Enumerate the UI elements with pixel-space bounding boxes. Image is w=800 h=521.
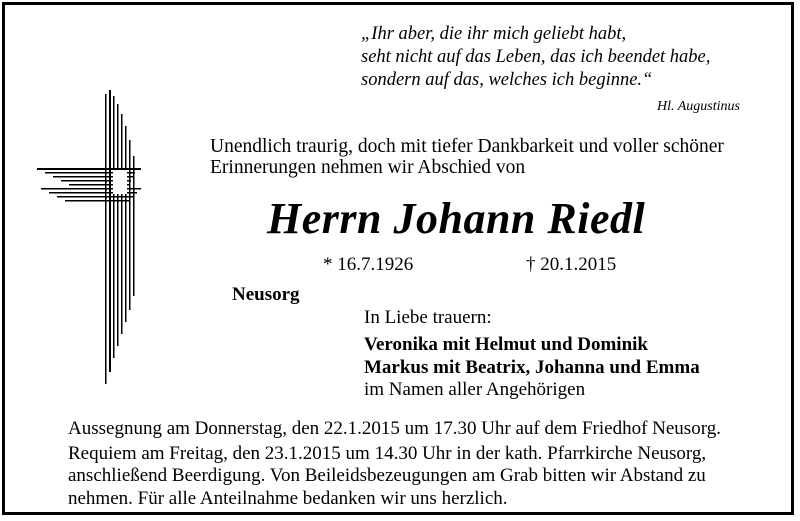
mourner-line: Veronika mit Helmut und Dominik: [364, 334, 648, 355]
deceased-name: Herrn Johann Riedl: [267, 194, 646, 243]
relatives-line: im Namen aller Angehörigen: [364, 379, 586, 400]
obituary-frame: [2, 2, 794, 515]
death-date: † 20.1.2015: [526, 254, 617, 275]
birth-date: * 16.7.1926: [323, 254, 414, 275]
quote: [361, 23, 710, 92]
requiem-notice: [68, 443, 706, 510]
quote-author: Hl. Augustinus: [657, 99, 740, 114]
requiem-line: anschließend Beerdigung. Von Beileidsbezeugungen am Grab bitten wir Abstand zu: [68, 465, 706, 487]
intro-line: Erinnerungen nehmen wir Abschied von: [210, 157, 526, 178]
quote-line: „Ihr aber, die ihr mich geliebt habt,: [361, 24, 627, 44]
intro-text: [210, 136, 724, 178]
cross-icon: [37, 90, 142, 390]
intro-line: Unendlich traurig, doch mit tiefer Dankbarkeit und voller schöner: [210, 136, 724, 157]
hometown: Neusorg: [232, 284, 300, 305]
requiem-line: nehmen. Für alle Anteilnahme bedanken wir uns herzlich.: [68, 487, 508, 509]
mourner-line: Markus mit Beatrix, Johanna und Emma: [364, 357, 700, 378]
requiem-line: Requiem am Freitag, den 23.1.2015 um 14.30 Uhr in der kath. Pfarrkirche Neusorg,: [68, 443, 707, 464]
mourners-label: In Liebe trauern:: [364, 307, 492, 328]
funeral-notice: Aussegnung am Donnerstag, den 22.1.2015 um 17.30 Uhr auf dem Friedhof Neusorg.: [68, 418, 721, 439]
quote-line: seht nicht auf das Leben, das ich beendet habe,: [361, 47, 711, 67]
quote-line: sondern auf das, welches ich beginne.“: [361, 70, 653, 90]
